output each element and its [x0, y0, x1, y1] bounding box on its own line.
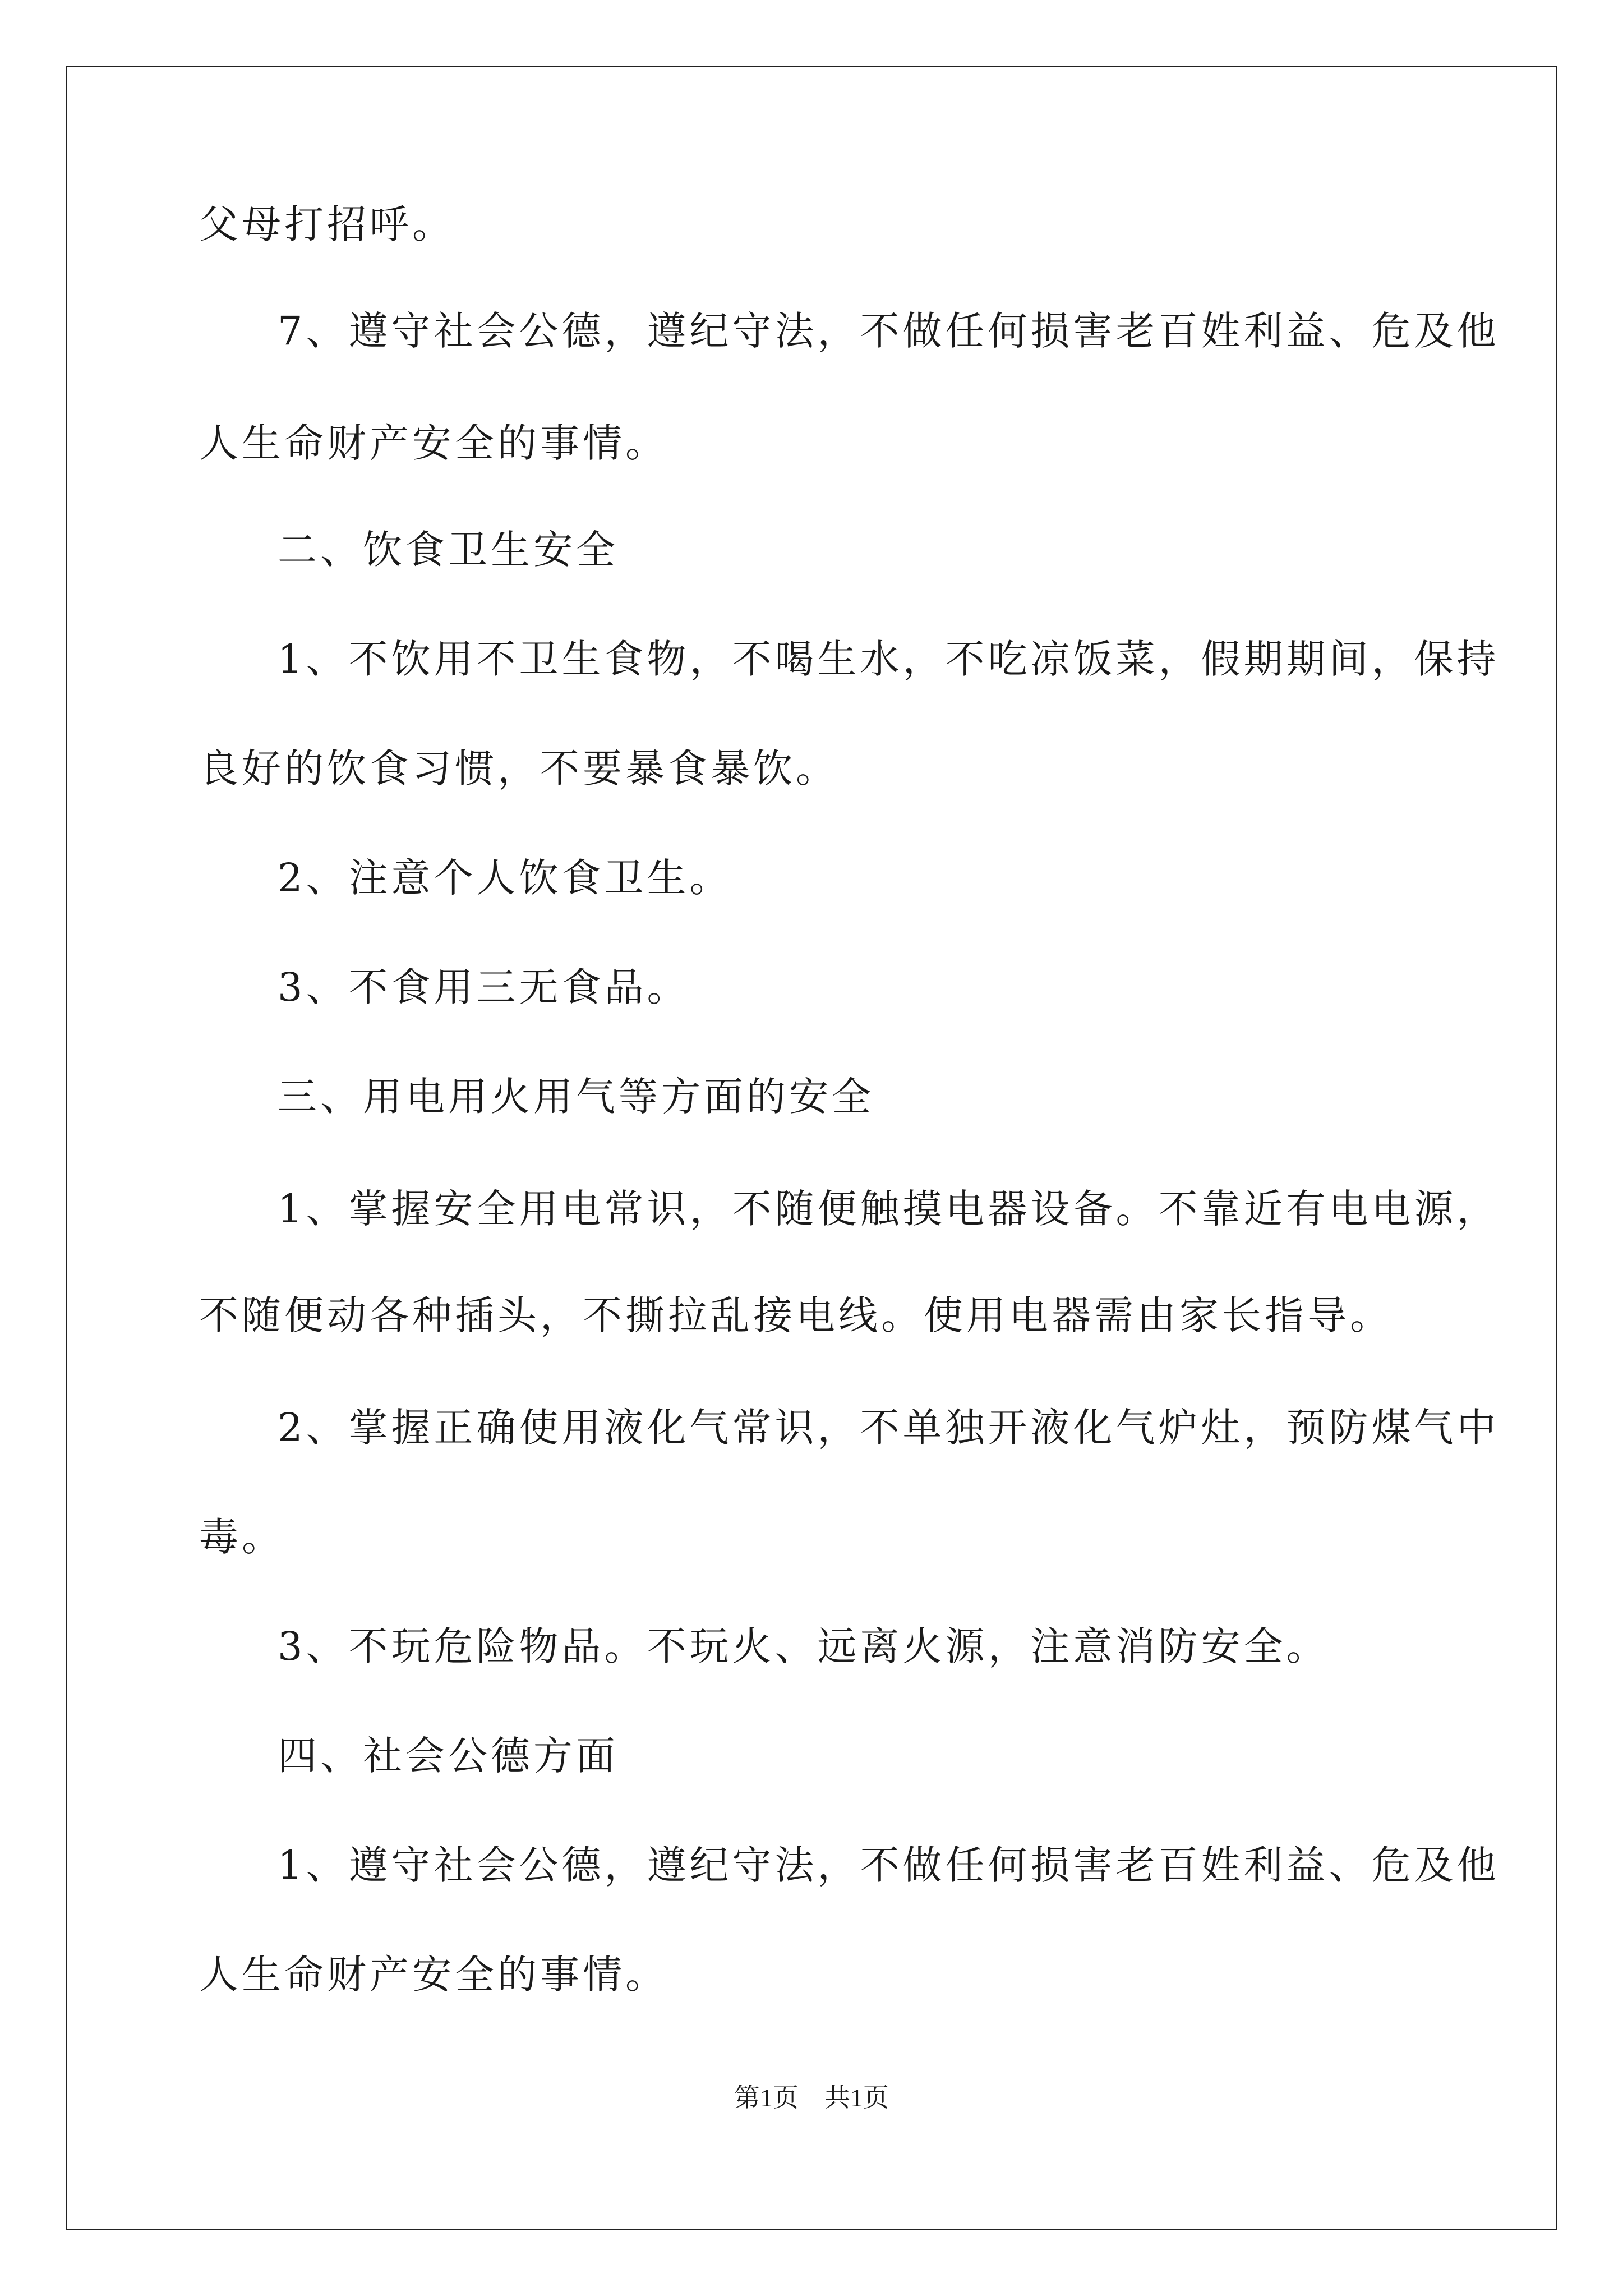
text-line: 7、遵守社会公德，遵纪守法，不做任何损害老百姓利益、危及他: [278, 308, 1500, 354]
section-heading: 二、饮食卫生安全: [278, 527, 619, 573]
page-footer: 第1页 共1页: [734, 2083, 889, 2112]
section-heading: 三、用电用火用气等方面的安全: [278, 1074, 874, 1120]
page-border: [66, 66, 1557, 2230]
text-line: 父母打招呼。: [199, 201, 455, 247]
text-line: 2、掌握正确使用液化气常识，不单独开液化气炉灶，预防煤气中: [278, 1405, 1500, 1451]
text-line: 3、不食用三无食品。: [278, 964, 690, 1010]
text-line: 2、注意个人饮食卫生。: [278, 855, 732, 901]
text-line: 1、不饮用不卫生食物，不喝生水，不吃凉饭菜，假期期间，保持: [278, 636, 1500, 682]
text-line: 不随便动各种插头，不撕拉乱接电线。使用电器需由家长指导。: [199, 1292, 1393, 1338]
section-heading: 四、社会公德方面: [278, 1733, 619, 1779]
text-line: 3、不玩危险物品。不玩火、远离火源，注意消防安全。: [278, 1623, 1329, 1669]
text-line: 1、遵守社会公德，遵纪守法，不做任何损害老百姓利益、危及他: [278, 1842, 1500, 1888]
text-line: 毒。: [199, 1514, 284, 1560]
text-line: 1、掌握安全用电常识，不随便触摸电器设备。不靠近有电电源，: [278, 1186, 1500, 1232]
text-line: 人生命财产安全的事情。: [199, 420, 668, 466]
text-line: 良好的饮食习惯，不要暴食暴饮。: [199, 746, 838, 792]
text-line: 人生命财产安全的事情。: [199, 1952, 668, 1998]
